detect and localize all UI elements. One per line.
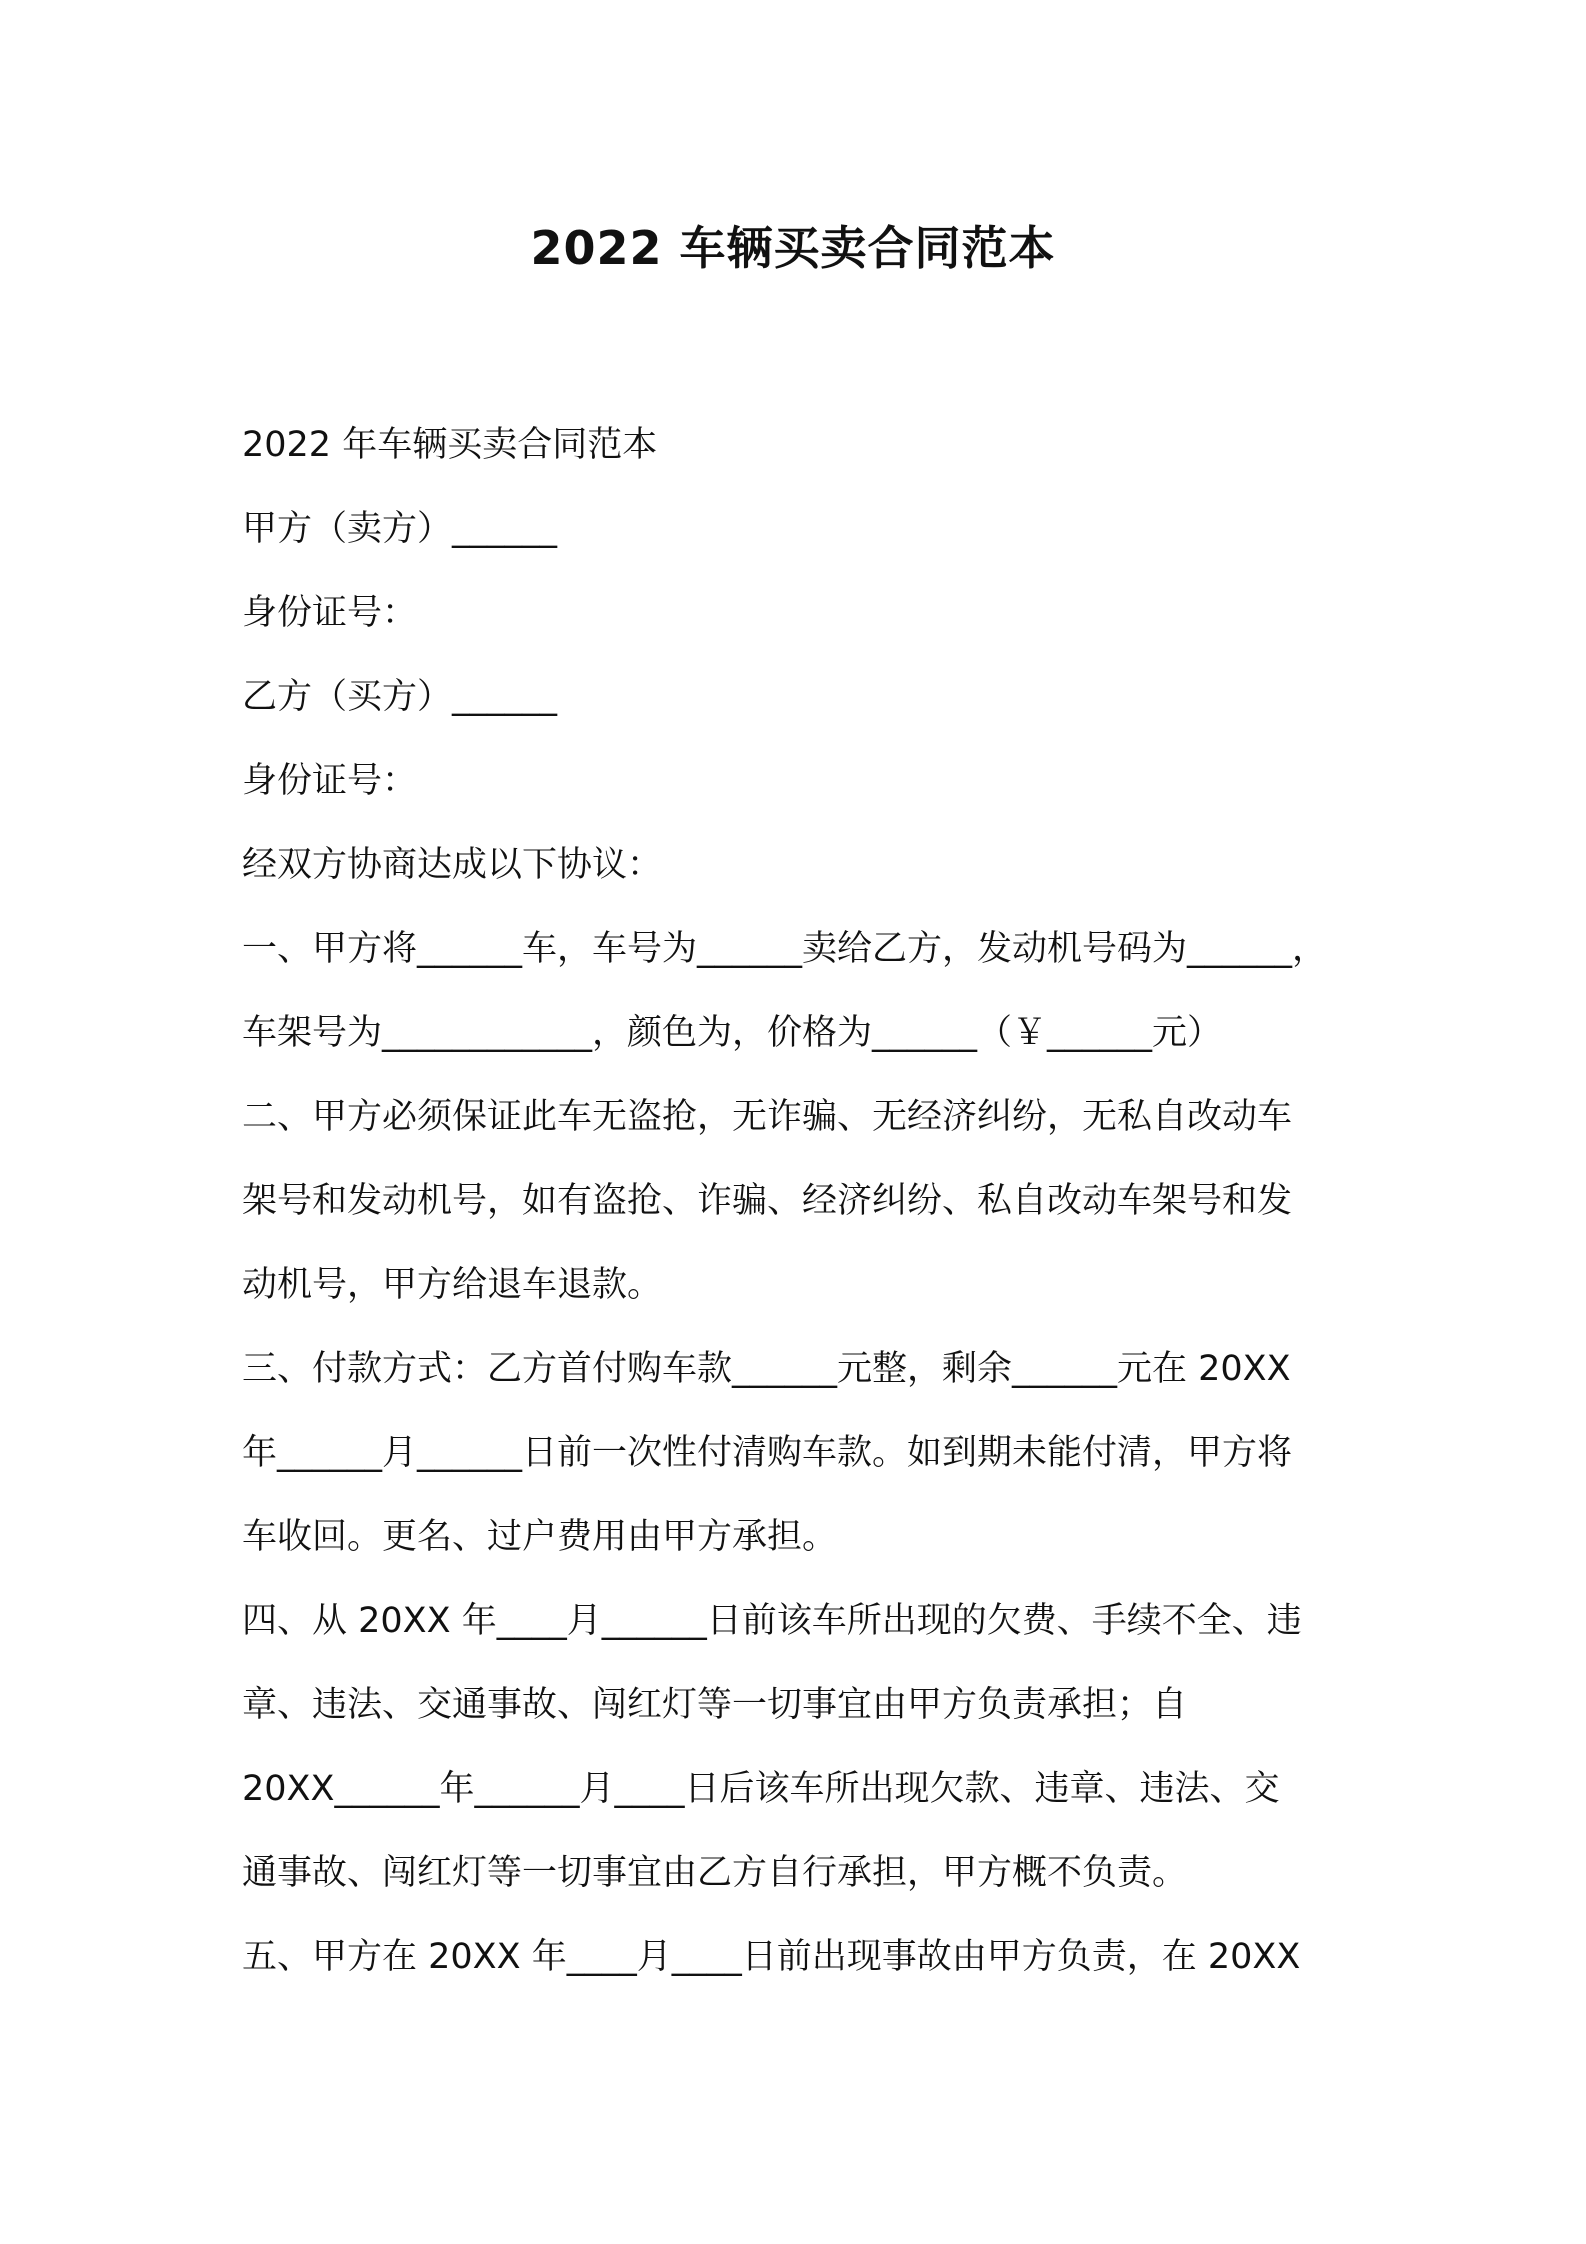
document-title: 2022 车辆买卖合同范本 xyxy=(530,221,1056,275)
doc-line: 五、甲方在 20XX 年____月____日前出现事故由甲方负责，在 20XX xyxy=(242,1937,1301,1977)
document-body xyxy=(242,403,1362,1999)
doc-line: 身份证号： xyxy=(242,761,418,801)
doc-line: 一、甲方将______车，车号为______卖给乙方，发动机号码为______， xyxy=(242,929,1328,969)
doc-line: 车架号为____________，颜色为，价格为______（￥______元） xyxy=(242,1013,1223,1053)
doc-line: 年______月______日前一次性付清购车款。如到期未能付清，甲方将 xyxy=(242,1433,1293,1473)
doc-line: 四、从 20XX 年____月______日前该车所出现的欠费、手续不全、违 xyxy=(242,1601,1302,1641)
doc-line: 乙方（买方）______ xyxy=(242,677,558,717)
doc-line: 章、违法、交通事故、闯红灯等一切事宜由甲方负责承担；自 xyxy=(242,1685,1188,1725)
doc-line: 20XX______年______月____日后该车所出现欠款、违章、违法、交 xyxy=(242,1769,1280,1809)
doc-line: 身份证号： xyxy=(242,593,418,633)
doc-line: 甲方（卖方）______ xyxy=(242,509,558,549)
doc-line: 2022 年车辆买卖合同范本 xyxy=(242,425,658,465)
doc-line: 二、甲方必须保证此车无盗抢，无诈骗、无经济纠纷，无私自改动车 xyxy=(242,1097,1293,1137)
doc-line: 车收回。更名、过户费用由甲方承担。 xyxy=(242,1517,838,1557)
doc-line: 架号和发动机号，如有盗抢、诈骗、经济纠纷、私自改动车架号和发 xyxy=(242,1181,1293,1221)
doc-line: 通事故、闯红灯等一切事宜由乙方自行承担，甲方概不负责。 xyxy=(242,1853,1188,1893)
doc-line: 三、付款方式：乙方首付购车款______元整，剩余______元在 20XX xyxy=(242,1349,1291,1389)
doc-line: 动机号，甲方给退车退款。 xyxy=(242,1265,663,1305)
doc-line: 经双方协商达成以下协议： xyxy=(242,845,663,885)
